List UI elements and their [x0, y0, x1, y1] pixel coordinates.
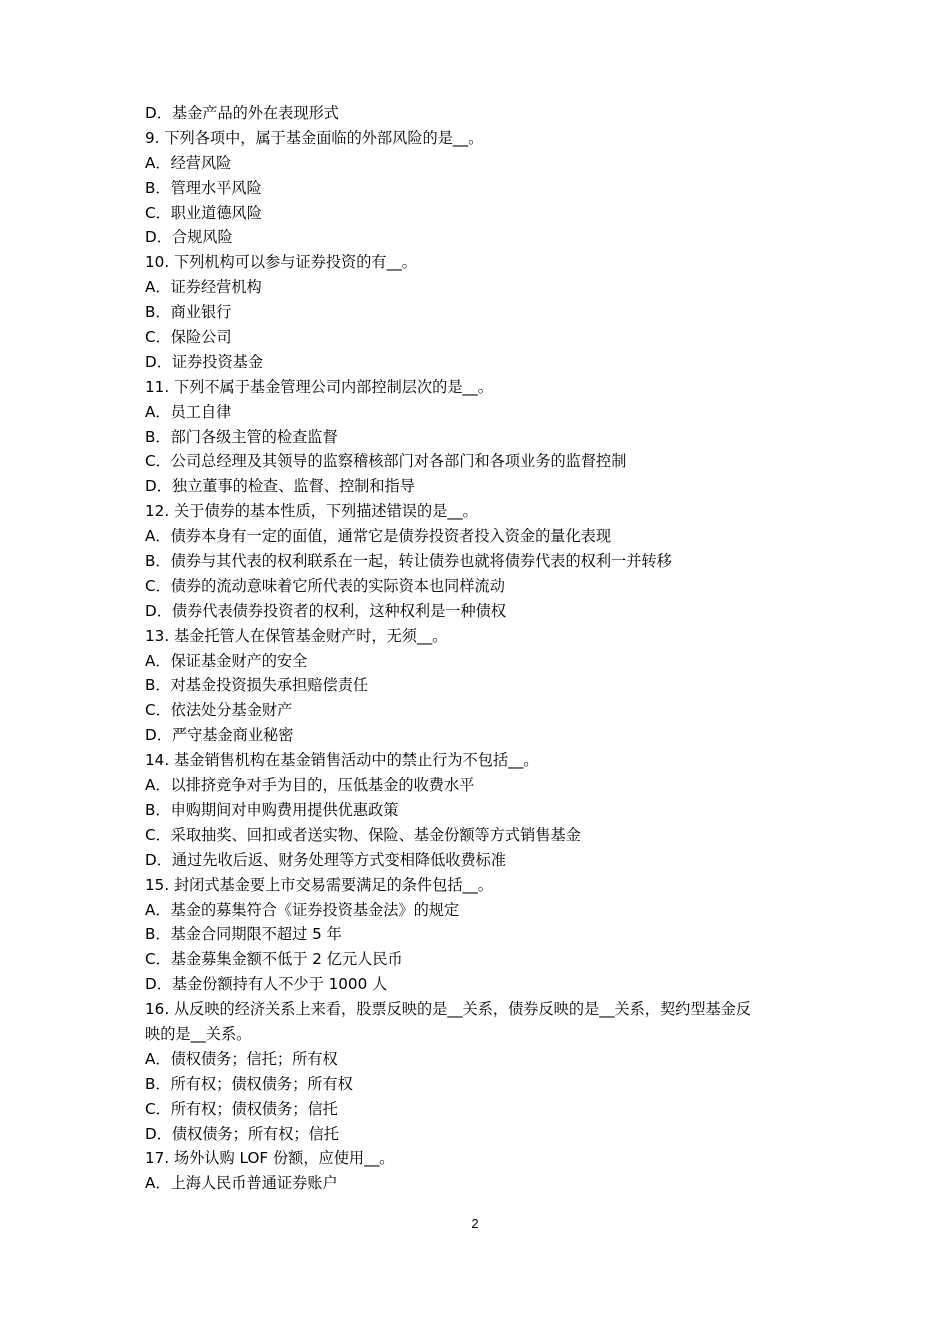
- question-13: 13. 基金托管人在保管基金财产时，无须__。: [145, 626, 448, 645]
- option-line: A．证券经营机构: [145, 278, 262, 297]
- option-line: B．对基金投资损失承担赔偿责任: [145, 676, 369, 695]
- option-line: B．商业银行: [145, 303, 232, 322]
- option-line: C．采取抽奖、回扣或者送实物、保险、基金份额等方式销售基金: [145, 825, 581, 844]
- option-line: C．依法处分基金财产: [145, 701, 293, 720]
- option-line: C．保险公司: [145, 328, 232, 347]
- option-line: A．经营风险: [145, 153, 232, 172]
- option-line: C．职业道德风险: [145, 203, 262, 222]
- option-line: C．基金募集金额不低于 2 亿元人民币: [145, 950, 403, 969]
- option-line: A．保证基金财产的安全: [145, 651, 308, 670]
- option-line: B．申购期间对申购费用提供优惠政策: [145, 800, 399, 819]
- option-line: B．部门各级主管的检查监督: [145, 427, 338, 446]
- question-15: 15. 封闭式基金要上市交易需要满足的条件包括__。: [145, 875, 493, 894]
- option-line: B．基金合同期限不超过 5 年: [145, 925, 342, 944]
- question-12: 12. 关于债券的基本性质，下列描述错误的是__。: [145, 502, 478, 521]
- option-line: A．基金的募集符合《证券投资基金法》的规定: [145, 900, 460, 919]
- question-14: 14. 基金销售机构在基金销售活动中的禁止行为不包括__。: [145, 751, 539, 770]
- question-16: 16. 从反映的经济关系上来看，股票反映的是__关系，债券反映的是__关系，契约型基金反: [145, 1000, 752, 1019]
- option-line: B．所有权；债权债务；所有权: [145, 1074, 353, 1093]
- option-line: A．以排挤竞争对手为目的，压低基金的收费水平: [145, 776, 475, 795]
- option-line: B．管理水平风险: [145, 178, 262, 197]
- option-line: C．债券的流动意味着它所代表的实际资本也同样流动: [145, 576, 505, 595]
- option-line: D．通过先收后返、财务处理等方式变相降低收费标准: [145, 850, 507, 869]
- option-line: A．员工自律: [145, 402, 232, 421]
- option-line: C．公司总经理及其领导的监察稽核部门对各部门和各项业务的监督控制: [145, 452, 627, 471]
- option-line: A．上海人民币普通证券账户: [145, 1174, 338, 1193]
- option-line: D．债权债务；所有权；信托: [145, 1124, 339, 1143]
- option-line: D．债券代表债券投资者的权利，这种权利是一种债权: [145, 601, 507, 620]
- option-line: D．独立董事的检查、监督、控制和指导: [145, 477, 415, 496]
- question-10: 10. 下列机构可以参与证券投资的有__。: [145, 253, 417, 272]
- question-text-block: [145, 101, 820, 1196]
- option-line: D．基金份额持有人不少于 1000 人: [145, 975, 388, 994]
- option-line: B．债券与其代表的权利联系在一起，转让债券也就将债券代表的权利一并转移: [145, 552, 672, 571]
- question-11: 11. 下列不属于基金管理公司内部控制层次的是__。: [145, 377, 493, 396]
- option-line: A．债券本身有一定的面值，通常它是债券投资者投入资金的量化表现: [145, 527, 612, 546]
- question-16-continued: 映的是__关系。: [145, 1024, 252, 1043]
- page-number: 2: [471, 1216, 479, 1231]
- text-line: D．基金产品的外在表现形式: [145, 104, 339, 122]
- option-line: C．所有权；债权债务；信托: [145, 1099, 338, 1118]
- option-line: D．严守基金商业秘密: [145, 726, 294, 745]
- question-17: 17. 场外认购 LOF 份额，应使用__。: [145, 1149, 395, 1168]
- option-line: A．债权债务；信托；所有权: [145, 1049, 338, 1068]
- question-9: 9. 下列各项中，属于基金面临的外部风险的是__。: [145, 128, 484, 147]
- option-line: D．证券投资基金: [145, 352, 264, 371]
- option-line: D．合规风险: [145, 228, 233, 247]
